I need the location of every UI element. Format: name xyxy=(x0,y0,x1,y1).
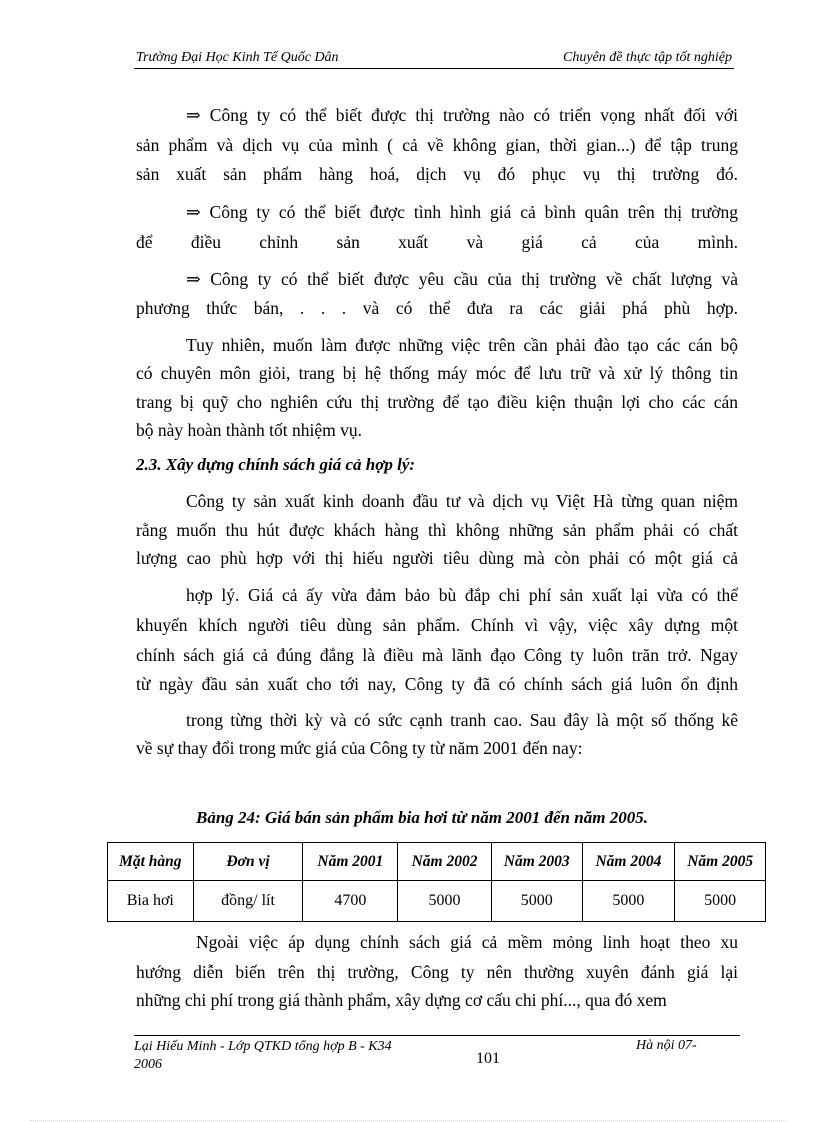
header-report-type: Chuyên đề thực tập tốt nghiệp xyxy=(563,50,732,65)
price-table xyxy=(107,842,766,922)
p4-line-4: bộ này hoàn thành tốt nhiệm vụ. xyxy=(136,420,363,440)
p6-line-3: chính sách giá cả đúng đắng là điều mà lãnh đạo Công ty luôn trăn trở. Ngay xyxy=(136,645,738,665)
p8-line-1: Ngoài việc áp dụng chính sách giá cả mềm mỏng linh hoạt theo xu xyxy=(196,932,738,952)
table-cell: đồng/ lít xyxy=(193,881,303,922)
table-cell: 5000 xyxy=(491,881,582,922)
table-header-cell: Năm 2005 xyxy=(675,843,766,881)
header-school: Trường Đại Học Kinh Tế Quốc Dân xyxy=(136,50,339,65)
p8-line-2: hướng diễn biến trên thị trường, Công ty nên thường xuyên đánh giá lại xyxy=(136,962,738,982)
p1-line-1: ⇒ Công ty có thể biết được thị trường nào có triển vọng nhất đối với xyxy=(186,105,738,125)
table-header-cell: Năm 2003 xyxy=(491,843,582,881)
p3-line-1: ⇒ Công ty có thể biết được yêu cầu của thị trường về chất lượng và xyxy=(186,269,738,289)
table-header-cell: Mặt hàng xyxy=(108,843,194,881)
table-cell: Bia hơi xyxy=(108,881,194,922)
table-cell: 5000 xyxy=(398,881,492,922)
table-header-row xyxy=(108,843,766,881)
p4-line-3: trang bị quỹ cho nghiên cứu thị trường để tạo điều kiện thuận lợi cho các cán xyxy=(136,392,738,412)
table-caption: Bảng 24: Giá bán sản phẩm bia hơi từ năm 2001 đến năm 2005. xyxy=(196,808,648,827)
table-header-cell: Năm 2001 xyxy=(303,843,398,881)
page-number: 101 xyxy=(476,1050,500,1067)
p1-line-2: sản phẩm và dịch vụ của mình ( cả về không gian, thời gian...) để tập trung xyxy=(136,135,738,155)
p2-line-1: ⇒ Công ty có thể biết được tình hình giá cả bình quân trên thị trường xyxy=(186,202,738,222)
p2-line-2: để điều chỉnh sản xuất và giá cả của mình. xyxy=(136,232,738,252)
p7-line-2: về sự thay đổi trong mức giá của Công ty từ năm 2001 đến nay: xyxy=(136,738,583,758)
table-header-cell: Năm 2002 xyxy=(398,843,492,881)
p5-line-2: rằng muốn thu hút được khách hàng thì không những sản phẩm phải có chất xyxy=(136,520,738,540)
p3-line-2: phương thức bán, . . . và có thể đưa ra các giải phá phù hợp. xyxy=(136,298,738,318)
section-title: 2.3. Xây dựng chính sách giá cả hợp lý: xyxy=(136,455,416,474)
footer-date: Hà nội 07- xyxy=(636,1038,697,1053)
footer-author-line: Lại Hiếu Minh - Lớp QTKD tổng hợp B - K34 xyxy=(134,1039,392,1054)
p6-line-1: hợp lý. Giá cả ấy vừa đảm bảo bù đắp chi phí sản xuất lại vừa có thể xyxy=(186,585,738,605)
p5-line-3: lượng cao phù hợp với thị hiếu người tiêu dùng mà còn phải có một giá cả xyxy=(136,548,738,568)
p6-line-4: từ ngày đầu sản xuất cho tới nay, Công ty đã có chính sách giá luôn ổn định xyxy=(136,674,738,694)
footer-rule xyxy=(134,1035,740,1036)
table-cell: 4700 xyxy=(303,881,398,922)
p8-line-3: những chi phí trong giá thành phẩm, xây dựng cơ cấu chi phí..., qua đó xem xyxy=(136,990,667,1010)
page-bottom-border xyxy=(30,1120,786,1121)
table-cell: 5000 xyxy=(675,881,766,922)
p1-line-3: sản xuất sản phẩm hàng hoá, dịch vụ đó phục vụ thị trường đó. xyxy=(136,164,738,184)
p7-line-1: trong từng thời kỳ và có sức cạnh tranh cao. Sau đây là một số thống kê xyxy=(186,710,738,730)
footer-author xyxy=(134,1038,464,1074)
p5-line-1: Công ty sản xuất kinh doanh đầu tư và dịch vụ Việt Hà từng quan niệm xyxy=(186,491,738,511)
table-header-cell: Đơn vị xyxy=(193,843,303,881)
p4-line-2: có chuyên môn giỏi, trang bị hệ thống máy móc để lưu trữ và xử lý thông tin xyxy=(136,363,738,383)
table-cell: 5000 xyxy=(582,881,675,922)
p6-line-2: khuyến khích người tiêu dùng sản phẩm. Chính vì vậy, việc xây dựng một xyxy=(136,615,738,635)
page-header xyxy=(134,48,734,69)
footer-year-line: 2006 xyxy=(134,1057,162,1072)
table-header-cell: Năm 2004 xyxy=(582,843,675,881)
table-row xyxy=(108,881,766,922)
p4-line-1: Tuy nhiên, muốn làm được những việc trên cần phải đào tạo các cán bộ xyxy=(186,335,738,355)
